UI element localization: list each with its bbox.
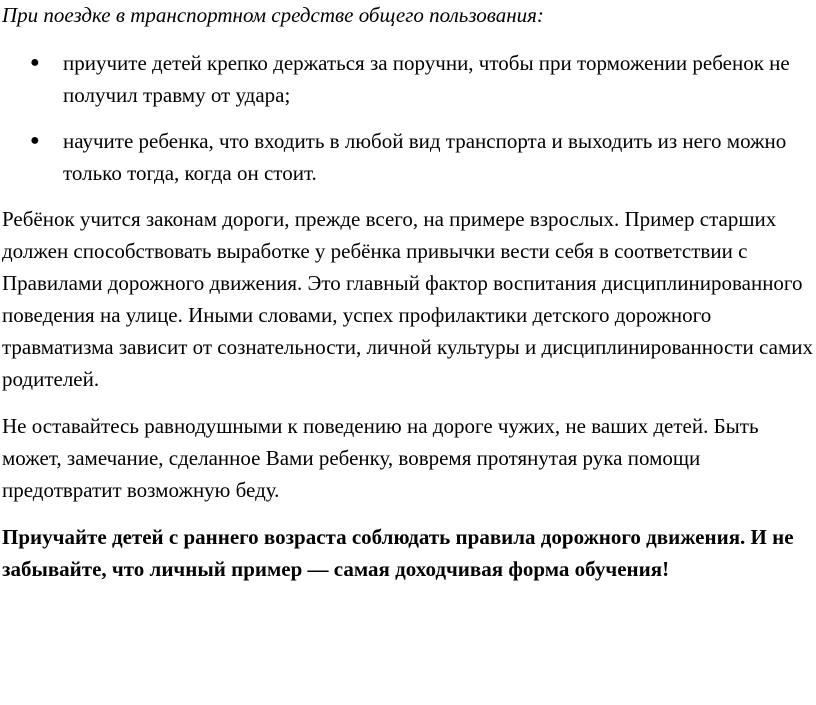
paragraph-parent-example: Ребёнок учится законам дороги, прежде всего, на примере взрослых. Пример старших должен способствовать выработке у ребёнка привычки вести себя в соответствии с Правилами дорожного движения. Это главный фактор воспитания дисциплинированного поведения на улице. Иными словами, успех профилактики детского дорожного травматизма зависит от сознательности, личной культуры и дисциплинированности самих родителей. [2,207,813,391]
bullet-icon: ● [30,132,40,149]
safety-tips-list [2,47,814,189]
intro-heading: При поездке в транспортном средстве общего пользования: [2,3,544,27]
closing-bold-paragraph: Приучайте детей с раннего возраста соблюдать правила дорожного движения. И не забывайте, что личный пример — самая доходчивая форма обучения! [2,525,794,581]
list-item-text: научите ребенка, что входить в любой вид транспорта и выходить из него можно только тогда, когда он стоит. [63,129,787,185]
bullet-icon: ● [30,54,40,71]
list-item [2,47,814,111]
document-page [2,0,814,585]
paragraph-not-indifferent: Не оставайтесь равнодушными к поведению на дороге чужих, не ваших детей. Быть может, замечание, сделанное Вами ребенку, вовремя протянутая рука помощи предотвратит возможную беду. [2,414,759,502]
list-item-text: приучите детей крепко держаться за поручни, чтобы при торможении ребенок не получил травму от удара; [63,51,790,107]
list-item [2,125,814,189]
